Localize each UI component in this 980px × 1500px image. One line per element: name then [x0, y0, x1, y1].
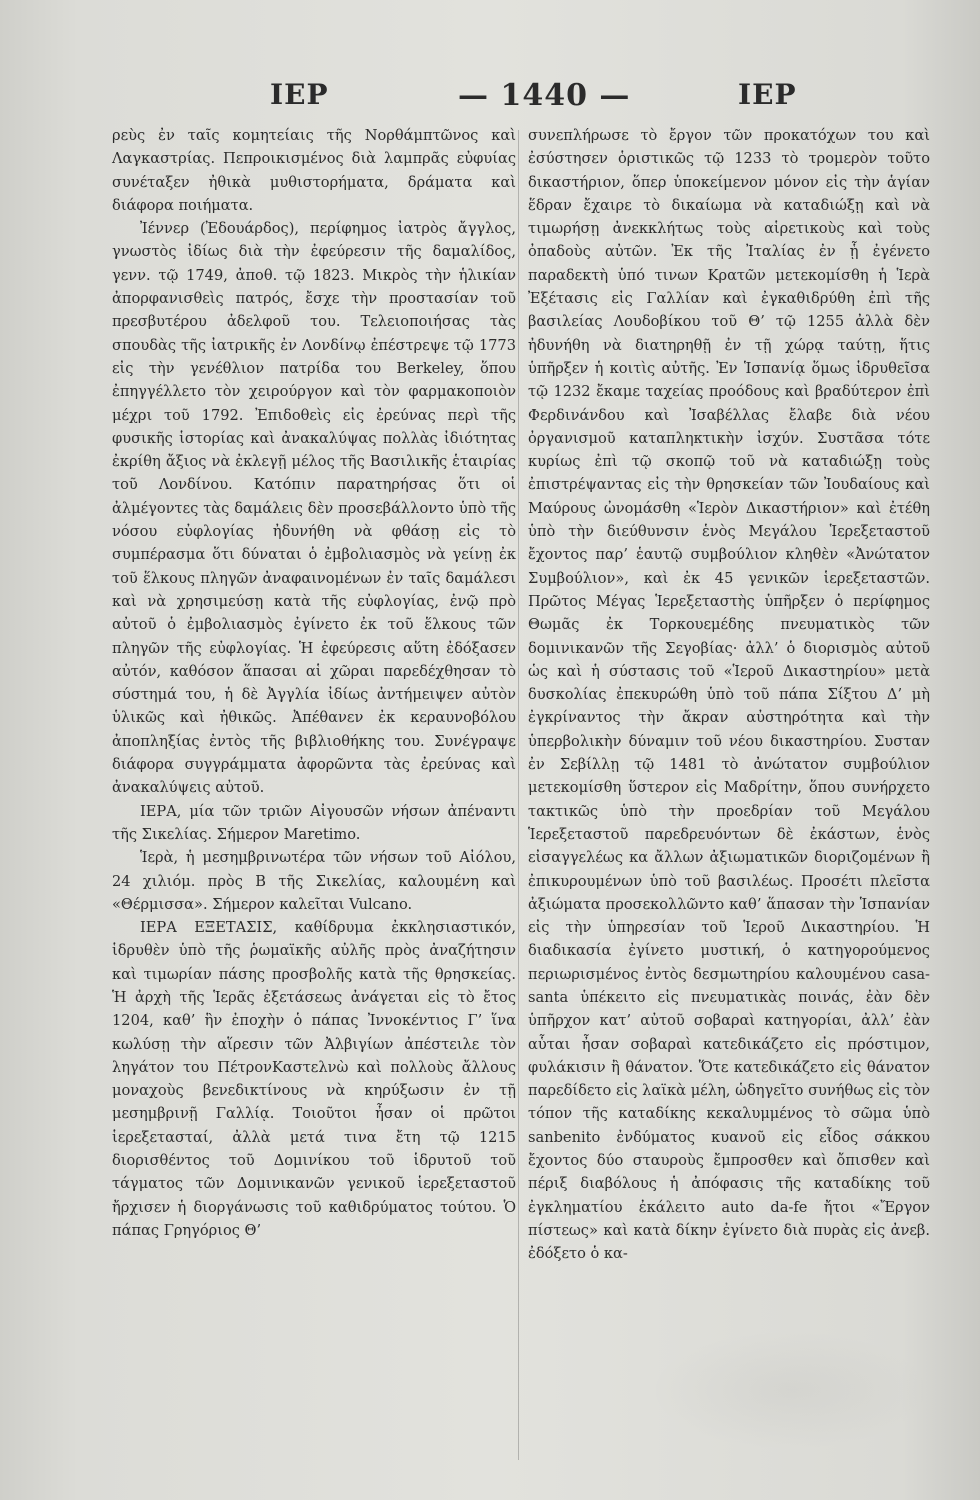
- entry-inquisition: ΙΕΡΑ ΕΞΕΤΑΣΙΣ, καθίδρυμα ἐκκλησιαστικόν, ἱδρυθὲν ὑπὸ τῆς ῥωμαϊκῆς αὐλῆς πρὸς ἀναζήτησιν καὶ τιμωρίαν πάσης προσβολῆς κατὰ τῆς θρησκείας. Ἡ ἀρχὴ τῆς Ἱερᾶς ἐξετάσεως ἀνάγεται εἰς τὸ ἔτος 1204, καθ’ ἣν ἐποχὴν ὁ πάπας Ἰννοκέντιος Γ’ ἵνα κωλύσῃ τὴν αἵρεσιν τῶν Ἀλβιγίων ἀπέστειλε τὸν ληγάτον του ΠέτρονΚαστελνὼ καὶ πολλοὺς ἄλλους μοναχοὺς βενεδικτίνους νὰ κηρύξωσιν ἐν τῇ μεσημβρινῇ Γαλλίᾳ. Τοιοῦτοι ἦσαν οἱ πρῶτοι ἱερεξετασταί, ἀλλὰ μετά τινα ἔτη τῷ 1215 διορισθέντος τοῦ Δομινίκου τοῦ ἱδρυτοῦ τοῦ τάγματος τῶν Δομινικανῶν γενικοῦ ἱερεξεταστοῦ ἤρχισεν ἡ διοργάνωσις τοῦ καθιδρύματος τούτου. Ὁ πάπας Γρηγόριος Θ’: [112, 919, 516, 1239]
- entry-iera-island: ΙΕΡΑ, μία τῶν τριῶν Αἰγουσῶν νήσων ἀπέναντι τῆς Σικελίας. Σήμερον Maretimo.: [112, 802, 516, 843]
- left-column: [112, 124, 516, 1242]
- page-number: — 1440 —: [458, 78, 631, 113]
- header-left-guide-word: ΙΕΡ: [270, 78, 329, 111]
- left-paragraph-1: ρεὺς ἐν ταῖς κομητείαις τῆς Νορθάμπτῶνος καὶ Λαγκαστρίας. Πεπροικισμένος διὰ λαμπρᾶς εὐφυίας συνέταξεν ἠθικὰ μυθιστορήματα, δράματα καὶ διάφορα ποιήματα.: [112, 127, 516, 214]
- entry-iera-aeolian: Ἱερὰ, ἡ μεσημβρινωτέρα τῶν νήσων τοῦ Αἰόλου, 24 χιλιόμ. πρὸς Β τῆς Σικελίας, καλουμένη καὶ «Θέρμισσα». Σήμερον καλεῖται Vulcano.: [112, 849, 516, 913]
- header-right-guide-word: ΙΕΡ: [738, 78, 797, 111]
- entry-jenner: Ἰέννερ (Ἐδουάρδος), περίφημος ἰατρὸς ἄγγλος, γνωστὸς ἰδίως διὰ τὴν ἐφεύρεσιν τῆς δαμαλίδος, γενν. τῷ 1749, ἀποθ. τῷ 1823. Μικρὸς τὴν ἡλικίαν ἀπορφανισθεὶς πατρός, ἔσχε τὴν προστασίαν τοῦ πρεσβυτέρου ἀδελφοῦ του. Τελειοποιήσας τὰς σπουδὰς τῆς ἰατρικῆς ἐν Λονδίνῳ ἐπέστρεψε τῷ 1773 εἰς τὴν γενέθλιον πατρίδα του Berkeley, ὅπου ἐπηγγέλλετο τὸν χειρούργον καὶ τὸν φαρμακοποιὸν μέχρι τοῦ 1792. Ἐπιδοθεὶς εἰς ἐρεύνας περὶ τῆς φυσικῆς ἱστορίας καὶ ἀνακαλύψας πολλὰς ἰδιότητας ἐκρίθη ἄξιος νὰ ἐκλεγῇ μέλος τῆς Βασιλικῆς ἑταιρίας τοῦ Λονδίνου. Κατόπιν παρατηρήσας ὅτι οἱ ἀλμέγοντες τὰς δαμάλεις δὲν προσεβάλλοντο ὑπὸ τῆς νόσου εὐφλογίας ἠδυνήθη νὰ φθάσῃ εἰς τὸ συμπέρασμα ὅτι δύναται ὁ ἐμβολιασμὸς νὰ γείνῃ ἐκ τοῦ ἕλκους πληγῶν ἀναφαινομένων ἐν ταῖς δαμάλεσι καὶ νὰ χρησιμεύσῃ κατὰ τῆς εὐφλογίας, ἐνῷ πρὸ αὐτοῦ ὁ ἐμβολιασμὸς ἐγίνετο ἐκ τοῦ ἕλκους τῶν πληγῶν τῆς εὐφλογίας. Ἡ ἐφεύρεσις αὕτη ἐδόξασεν αὐτόν, καθόσον ἅπασαι αἱ χῶραι παρεδέχθησαν τὸ σύστημά του, ἡ δὲ Ἀγγλία ἰδίως ἀντήμειψεν αὐτὸν ὑλικῶς καὶ ἠθικῶς. Ἀπέθανεν ἐκ κεραυνοβόλου ἀποπληξίας ἐντὸς τῆς βιβλιοθήκης του. Συνέγραψε διάφορα συγγράμματα ἀφορῶντα τὰς ἐρεύνας καὶ ἀνακαλύψεις αὐτοῦ.: [112, 220, 516, 797]
- watermark-smudge: [650, 1330, 930, 1450]
- right-column: [528, 124, 930, 1266]
- right-paragraph-1: συνεπλήρωσε τὸ ἔργον τῶν προκατόχων του καὶ ἐσύστησεν ὁριστικῶς τῷ 1233 τὸ τρομερὸν τοῦτο δικαστήριον, ὅπερ ὑποκείμενον μόνον εἰς τὴν ἁγίαν ἕδραν ἔχαιρε τὸ δικαίωμα νὰ καταδιώξῃ καὶ νὰ τιμωρήσῃ ἀνεκκλήτως τοὺς αἱρετικοὺς καὶ τοὺς ὀπαδοὺς αὐτῶν. Ἐκ τῆς Ἰταλίας ἐν ᾗ ἐγένετο παραδεκτὴ ὑπό τινων Κρατῶν μετεκομίσθη ἡ Ἱερὰ Ἐξέτασις εἰς Γαλλίαν καὶ ἐγκαθιδρύθη ἐπὶ τῆς βασιλείας Λουδοβίκου τοῦ Θ’ τῷ 1255 ἀλλὰ δὲν ἠδυνήθη νὰ διατηρηθῇ ἐν τῇ χώρᾳ ταύτῃ, ἥτις ὑπῆρξεν ἡ κοιτὶς αὐτῆς. Ἐν Ἱσπανίᾳ ὅμως ἱδρυθεῖσα τῷ 1232 ἔκαμε ταχείας προόδους καὶ βραδύτερον ἐπὶ Φερδινάνδου καὶ Ἰσαβέλλας ἔλαβε διὰ νέου ὀργανισμοῦ καταπληκτικὴν ἰσχύν. Συστᾶσα τότε κυρίως ἐπὶ τῷ σκοπῷ τοῦ νὰ καταδιώξῃ τοὺς ἐπιστρέψαντας εἰς τὴν θρησκείαν τῶν Ἰουδαίους καὶ Μαύρους ὠνομάσθη «Ἱερὸν Δικαστήριον» καὶ ἐτέθη ὑπὸ τὴν διεύθυνσιν ἑνὸς Μεγάλου Ἱερεξεταστοῦ ἔχοντος παρ’ ἑαυτῷ συμβούλιον κληθὲν «Ἀνώτατον Συμβούλιον», καὶ ἐκ 45 γενικῶν ἱερεξεταστῶν. Πρῶτος Μέγας Ἱερεξεταστὴς ὑπῆρξεν ὁ περίφημος Θωμᾶς ἐκ Τορκουεμέδης πνευματικὸς τῶν δομινικανῶν τῆς Σεγοβίας· ἀλλ’ ὁ διορισμὸς αὐτοῦ ὡς καὶ ἡ σύστασις τοῦ «Ἱεροῦ Δικαστηρίου» μετὰ δυσκολίας ἐπεκυρώθη ὑπὸ τοῦ πάπα Σίξτου Δ’ μὴ ἐγκρίναντος τὴν ἄκραν αὐστηρότητα καὶ τὴν ὑπερβολικὴν δύναμιν τοῦ νέου δικαστηρίου. Συσταν ἐν Σεβίλλῃ τῷ 1481 τὸ ἀνώτατον συμβούλιον μετεκομίσθη ὕστερον εἰς Μαδρίτην, ὅπου συνήρχετο τακτικῶς ὑπὸ τὴν προεδρίαν τοῦ Μεγάλου Ἱερεξεταστοῦ παρεδρευόντων δὲ ἐκάστων, ἑνὸς εἰσαγγελέως κα ἄλλων ἀξιωματικῶν διοριζομένων ἢ ἐπικυρουμένων ὑπὸ τοῦ βασιλέως. Προσέτι πλεῖστα ἀξιώματα προσεκολλῶντο καθ’ ἅπασαν τὴν Ἱσπανίαν εἰς τὴν ὑπηρεσίαν τοῦ Ἱεροῦ Δικαστηρίου. Ἡ διαδικασία ἐγίνετο μυστική, ὁ κατηγορούμενος περιωρισμένος ἐντὸς δεσμωτηρίου καλουμένου casa-santa ὑπέκειτο εἰς πνευματικὰς ποινάς, ἐὰν δὲν ὑπῆρχον κατ’ αὐτοῦ σοβαραὶ κατηγορίαι, ἀλλ’ ἐὰν αὗται ἦσαν σοβαραὶ κατεδικάζετο εἰς πρόστιμον, φυλάκισιν ἢ θάνατον. Ὅτε κατεδικάζετο εἰς θάνατον παρεδίδετο εἰς λαϊκὰ μέλη, ὡδηγεῖτο συνήθως εἰς τὸν τόπον τῆς καταδίκης κεκαλυμμένος τὸ σῶμα ὑπὸ sanbenito ἐνδύματος κυανοῦ εἰς εἶδος σάκκου ἔχοντος δύο σταυροὺς ἔμπροσθεν καὶ ὄπισθεν καὶ πέριξ διαβόλους ἡ ἀπόφασις τῆς καταδίκης τοῦ ἐγκληματίου ἐκάλειτο auto da-fe ἤτοι «Ἔργον πίστεως» καὶ κατὰ δίκην ἐγίνετο διὰ πυρὰς εἰς ἀνεβ. ἐδόξετο ὁ κα-: [528, 127, 930, 1263]
- running-header: [110, 78, 930, 118]
- column-divider: [518, 130, 519, 1460]
